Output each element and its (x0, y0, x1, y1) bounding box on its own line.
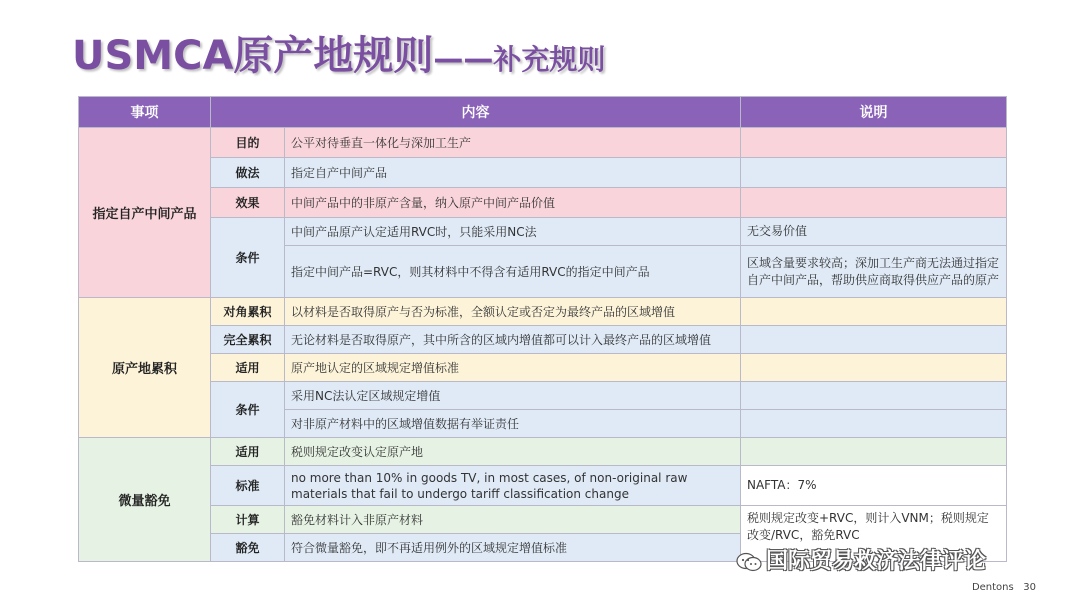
row-note (741, 438, 1007, 466)
row-label: 效果 (211, 188, 285, 218)
table-row (79, 128, 1007, 158)
slide-footer (972, 582, 1036, 593)
row-label: 标准 (211, 466, 285, 506)
row-note: 无交易价值 (741, 218, 1007, 246)
watermark (736, 544, 986, 575)
group-name: 指定自产中间产品 (79, 128, 211, 298)
table-row (79, 438, 1007, 466)
row-content: 豁免材料计入非原产材料 (285, 506, 741, 534)
row-content: 中间产品原产认定适用RVC时，只能采用NC法 (285, 218, 741, 246)
table-row (79, 466, 1007, 506)
header-note: 说明 (741, 97, 1007, 128)
row-note (741, 326, 1007, 354)
row-label: 目的 (211, 128, 285, 158)
table-row (79, 354, 1007, 382)
header-item: 事项 (79, 97, 211, 128)
header-content: 内容 (211, 97, 741, 128)
row-content: 指定自产中间产品 (285, 158, 741, 188)
table-header-row (79, 97, 1007, 128)
row-content: 公平对待垂直一体化与深加工生产 (285, 128, 741, 158)
row-label: 完全累积 (211, 326, 285, 354)
row-note: NAFTA：7% (741, 466, 1007, 506)
row-note (741, 158, 1007, 188)
row-note (741, 410, 1007, 438)
row-content: 中间产品中的非原产含量，纳入原产中间产品价值 (285, 188, 741, 218)
group-name: 原产地累积 (79, 298, 211, 438)
table-row (79, 158, 1007, 188)
group-name: 微量豁免 (79, 438, 211, 562)
table-row (79, 326, 1007, 354)
row-note: 区域含量要求较高；深加工生产商无法通过指定自产中间产品，帮助供应商取得供应产品的原产 (741, 246, 1007, 298)
row-label: 条件 (211, 382, 285, 438)
slide-title (72, 24, 605, 80)
row-label: 条件 (211, 218, 285, 298)
table-row (79, 298, 1007, 326)
table-row (79, 382, 1007, 410)
watermark-text: 国际贸易救济法律评论 (766, 549, 987, 574)
slide-title-sub: 补充规则 (493, 43, 606, 76)
row-label: 适用 (211, 354, 285, 382)
row-label: 豁免 (211, 534, 285, 562)
row-content: 原产地认定的区域规定增值标准 (285, 354, 741, 382)
row-label: 计算 (211, 506, 285, 534)
row-label: 做法 (211, 158, 285, 188)
row-content: 采用NC法认定区域规定增值 (285, 382, 741, 410)
table-row (79, 188, 1007, 218)
table-row (79, 506, 1007, 534)
slide-title-main: USMCA原产地规则 (72, 33, 434, 79)
row-content: 税则规定改变认定原产地 (285, 438, 741, 466)
table-row (79, 218, 1007, 246)
row-content: 指定中间产品=RVC，则其材料中不得含有适用RVC的指定中间产品 (285, 246, 741, 298)
row-content: 无论材料是否取得原产，其中所含的区域内增值都可以计入最终产品的区域增值 (285, 326, 741, 354)
row-note (741, 354, 1007, 382)
row-note (741, 382, 1007, 410)
row-content: 符合微量豁免，即不再适用例外的区域规定增值标准 (285, 534, 741, 562)
row-note (741, 298, 1007, 326)
wechat-icon (736, 552, 762, 572)
rules-table (78, 96, 1007, 562)
page-number: 30 (1023, 582, 1036, 593)
row-note: 税则规定改变+RVC，则计入VNM；税则规定改变/RVC，豁免RVC (741, 506, 1007, 562)
footer-brand: Dentons (971, 582, 1014, 593)
row-content: no more than 10% in goods TV, in most cases, of non-original raw materials that fail to undergo tariff classification change (285, 466, 741, 506)
slide-title-dash: —— (433, 42, 494, 77)
row-note (741, 128, 1007, 158)
row-label: 适用 (211, 438, 285, 466)
row-content: 以材料是否取得原产与否为标准，全额认定或否定为最终产品的区域增值 (285, 298, 741, 326)
row-label: 对角累积 (211, 298, 285, 326)
row-note (741, 188, 1007, 218)
row-content: 对非原产材料中的区域增值数据有举证责任 (285, 410, 741, 438)
